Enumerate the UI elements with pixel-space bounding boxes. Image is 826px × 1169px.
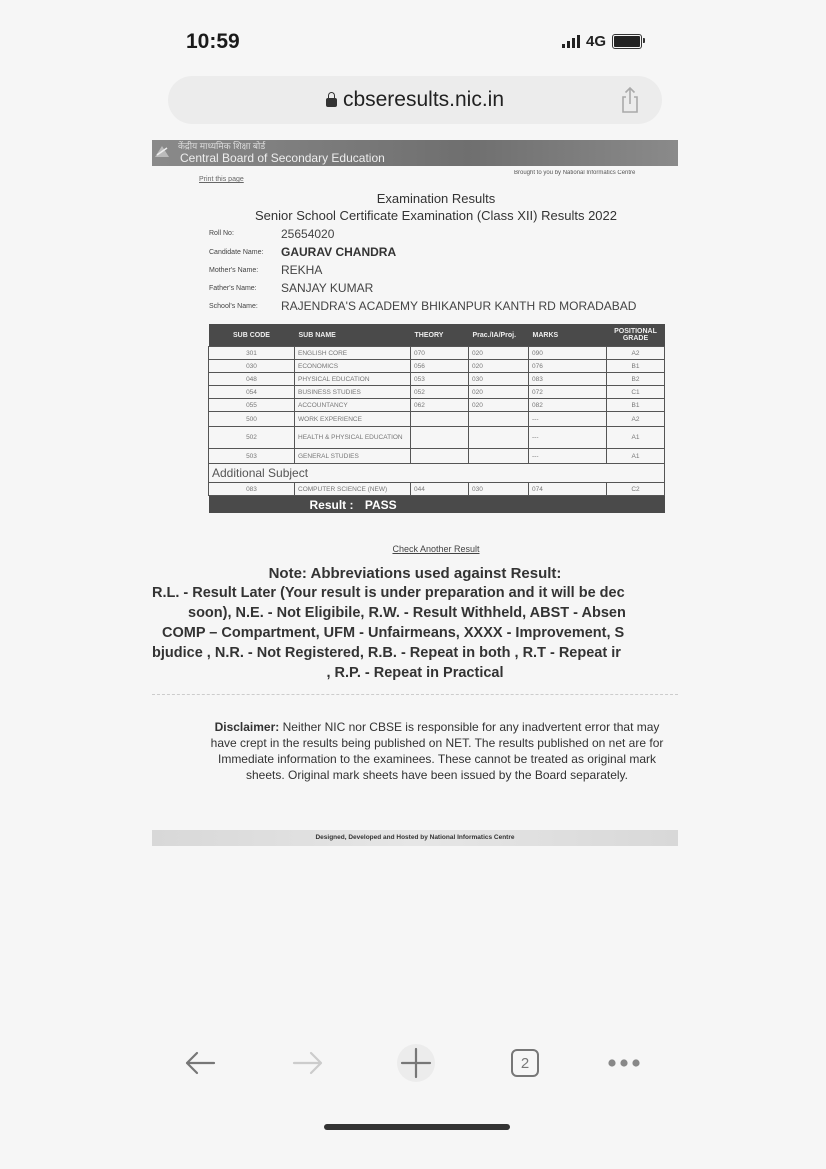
signal-icon <box>562 35 580 48</box>
divider <box>152 694 678 695</box>
col-marks: MARKS <box>529 324 607 347</box>
theory: 044 <box>411 483 469 496</box>
marks: 083 <box>529 373 607 386</box>
table-row <box>209 373 665 386</box>
sub-name: ENGLISH CORE <box>295 347 411 360</box>
practical: 020 <box>469 360 529 373</box>
note-line: bjudice , N.R. - Not Registered, R.B. - Repeat in both , R.T - Repeat ir <box>152 645 621 661</box>
practical: 020 <box>469 386 529 399</box>
grade: C1 <box>607 386 665 399</box>
roll-number: 25654020 <box>281 227 335 241</box>
disclaimer <box>207 719 667 783</box>
footer-credit: Designed, Developed and Hosted by National Informatics Centre <box>152 830 678 846</box>
new-tab-button[interactable] <box>390 1044 442 1082</box>
col-grade: POSITIONAL GRADE <box>607 324 665 347</box>
result-label: Result : <box>309 497 354 512</box>
result-row <box>209 496 665 514</box>
marks: 072 <box>529 386 607 399</box>
marks: --- <box>529 412 607 427</box>
cbse-logo-icon <box>153 143 171 161</box>
grade: B1 <box>607 399 665 412</box>
sub-code: 301 <box>209 347 295 360</box>
board-name-hindi: केंद्रीय माध्यमिक शिक्षा बोर्ड <box>178 141 266 151</box>
sub-name: BUSINESS STUDIES <box>295 386 411 399</box>
sub-name: ECONOMICS <box>295 360 411 373</box>
note-line: R.L. - Result Later (Your result is under preparation and it will be dec <box>152 585 625 601</box>
col-theory: THEORY <box>411 324 469 347</box>
brought-by-text: Brought to you by National Informatics Centre <box>514 170 636 176</box>
sub-code: 054 <box>209 386 295 399</box>
tabs-icon: 2 <box>511 1049 539 1077</box>
marks: 074 <box>529 483 607 496</box>
practical: 030 <box>469 483 529 496</box>
new-tab-icon <box>396 1043 436 1083</box>
marks: --- <box>529 449 607 464</box>
lock-icon <box>326 98 337 107</box>
network-type: 4G <box>586 33 607 50</box>
grade: C2 <box>607 483 665 496</box>
table-row <box>209 483 665 496</box>
grade: B2 <box>607 373 665 386</box>
forward-icon <box>290 1048 326 1078</box>
theory: 053 <box>411 373 469 386</box>
additional-subject-row <box>209 464 665 483</box>
table-header-row <box>209 324 665 347</box>
grade: B1 <box>607 360 665 373</box>
sub-name: HEALTH & PHYSICAL EDUCATION <box>295 427 411 449</box>
back-button[interactable] <box>178 1044 222 1082</box>
sub-code: 083 <box>209 483 295 496</box>
note-title: Note: Abbreviations used against Result: <box>268 565 562 582</box>
sub-code: 055 <box>209 399 295 412</box>
table-row <box>209 399 665 412</box>
result-cell <box>295 496 665 514</box>
home-indicator[interactable] <box>324 1124 510 1130</box>
col-sub-code: SUB CODE <box>209 324 295 347</box>
exam-title: Examination Results <box>376 191 496 206</box>
tabs-button[interactable] <box>505 1044 545 1082</box>
theory: 052 <box>411 386 469 399</box>
sub-code: 030 <box>209 360 295 373</box>
status-time: 10:59 <box>186 30 240 53</box>
disclaimer-label: Disclaimer: <box>214 720 280 734</box>
school-name: RAJENDRA'S ACADEMY BHIKANPUR KANTH RD MORADABAD <box>281 299 637 313</box>
more-button[interactable] <box>602 1044 646 1082</box>
back-icon <box>182 1048 218 1078</box>
sub-code: 500 <box>209 412 295 427</box>
grade: A2 <box>607 412 665 427</box>
candidate-name: GAURAV CHANDRA <box>281 245 397 259</box>
col-practical: Prac./IA/Proj. <box>469 324 529 347</box>
sub-code: 502 <box>209 427 295 449</box>
result-value: PASS <box>364 497 397 512</box>
table-row <box>209 449 665 464</box>
status-indicators <box>562 33 642 50</box>
additional-subject-label: Additional Subject <box>209 464 665 483</box>
theory: 070 <box>411 347 469 360</box>
sub-code: 048 <box>209 373 295 386</box>
marks: 082 <box>529 399 607 412</box>
theory: 062 <box>411 399 469 412</box>
note-line: , R.P. - Repeat in Practical <box>326 665 504 681</box>
marks: 090 <box>529 347 607 360</box>
forward-button[interactable] <box>286 1044 330 1082</box>
table-row <box>209 427 665 449</box>
marks: 076 <box>529 360 607 373</box>
theory <box>411 449 469 464</box>
table-row <box>209 386 665 399</box>
table-row <box>209 347 665 360</box>
practical: 020 <box>469 399 529 412</box>
disclaimer-text: Neither NIC nor CBSE is responsible for any inadvertent error that may have crept in the results being published on NET. The results published on net are for Immediate information to the examinees. These cannot be treated as original mark sheets. Original mark sheets have been issued by the Board separately. <box>210 720 664 782</box>
col-sub-name: SUB NAME <box>295 324 411 347</box>
address-bar[interactable] <box>168 76 662 124</box>
grade: A1 <box>607 427 665 449</box>
exam-subtitle: Senior School Certificate Examination (Class XII) Results 2022 <box>255 208 617 223</box>
sub-name: WORK EXPERIENCE <box>295 412 411 427</box>
battery-icon <box>612 34 642 49</box>
note-line: COMP – Compartment, UFM - Unfairmeans, XXXX - Improvement, S <box>162 625 625 641</box>
grade: A2 <box>607 347 665 360</box>
print-page-link[interactable]: Print this page <box>199 176 244 183</box>
share-icon[interactable] <box>620 86 640 114</box>
mother-name: REKHA <box>281 263 323 277</box>
url-text: cbseresults.nic.in <box>342 88 505 111</box>
practical: 030 <box>469 373 529 386</box>
practical <box>469 412 529 427</box>
more-icon <box>604 1057 644 1069</box>
marks-table <box>208 324 665 513</box>
board-name: Central Board of Secondary Education <box>180 151 385 165</box>
table-row <box>209 412 665 427</box>
sub-name: PHYSICAL EDUCATION <box>295 373 411 386</box>
father-name-label: Father's Name: <box>209 285 257 292</box>
check-another-result-link[interactable]: Check Another Result <box>392 544 480 554</box>
sub-code: 503 <box>209 449 295 464</box>
marks: --- <box>529 427 607 449</box>
table-row <box>209 360 665 373</box>
school-name-label: School's Name: <box>209 303 258 310</box>
sub-name: ACCOUNTANCY <box>295 399 411 412</box>
theory <box>411 427 469 449</box>
father-name: SANJAY KUMAR <box>281 281 374 295</box>
sub-name: COMPUTER SCIENCE (NEW) <box>295 483 411 496</box>
candidate-name-label: Candidate Name: <box>209 249 264 256</box>
roll-label: Roll No: <box>209 230 234 237</box>
sub-name: GENERAL STUDIES <box>295 449 411 464</box>
practical <box>469 427 529 449</box>
practical: 020 <box>469 347 529 360</box>
theory: 056 <box>411 360 469 373</box>
practical <box>469 449 529 464</box>
note-line: soon), N.E. - Not Eligibile, R.W. - Result Withheld, ABST - Absen <box>188 605 626 621</box>
mother-name-label: Mother's Name: <box>209 267 259 274</box>
theory <box>411 412 469 427</box>
grade: A1 <box>607 449 665 464</box>
